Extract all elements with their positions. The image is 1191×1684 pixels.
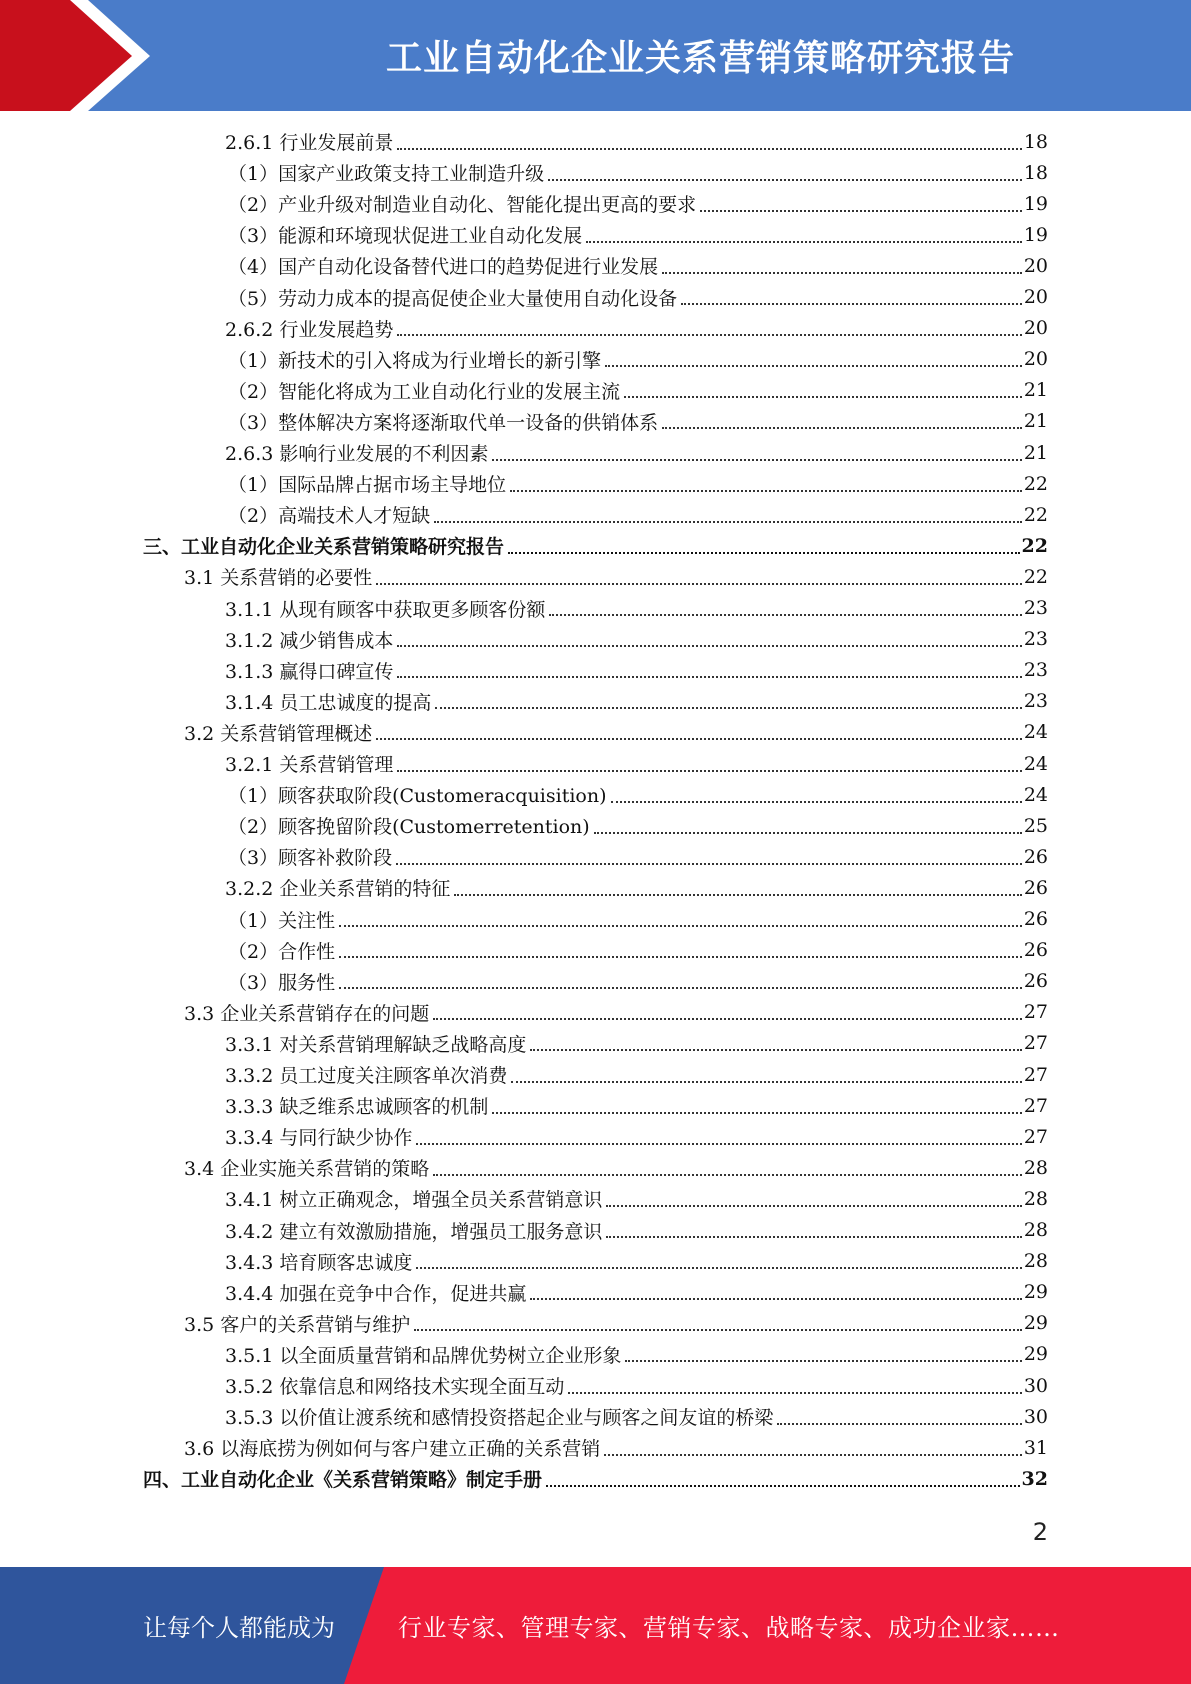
toc-entry-page: 28 <box>1023 1250 1048 1273</box>
toc-entry-label: （2）顾客挽留阶段(Customerretention) <box>228 816 590 839</box>
toc-entry-page: 22 <box>1023 503 1048 526</box>
toc-entry-page: 26 <box>1023 939 1048 962</box>
toc-entry[interactable] <box>228 375 1048 406</box>
toc-leader-dots <box>434 521 1022 523</box>
toc-entry[interactable] <box>228 904 1048 935</box>
toc-entry-page: 21 <box>1023 379 1048 402</box>
toc-entry-label: 3.1.4 员工忠诚度的提高 <box>225 691 432 714</box>
toc-entry-page: 24 <box>1023 783 1048 806</box>
toc-entry[interactable] <box>225 126 1048 157</box>
toc-entry[interactable] <box>225 437 1048 468</box>
toc-entry[interactable] <box>225 1183 1048 1214</box>
toc-entry-label: （3）服务性 <box>228 971 336 994</box>
toc-entry[interactable] <box>225 1215 1048 1246</box>
toc-entry-label: （2）产业升级对制造业自动化、智能化提出更高的要求 <box>228 194 697 217</box>
toc-leader-dots <box>546 1485 1020 1487</box>
toc-entry-page: 27 <box>1023 1032 1048 1055</box>
toc-entry[interactable] <box>225 1339 1048 1370</box>
toc-entry-page: 18 <box>1023 161 1048 184</box>
toc-entry-page: 22 <box>1021 534 1048 557</box>
toc-entry-page: 23 <box>1023 659 1048 682</box>
toc-leader-dots <box>625 1360 1021 1362</box>
toc-leader-dots <box>433 1018 1022 1020</box>
toc-leader-dots <box>396 863 1022 865</box>
toc-entry-page: 26 <box>1023 908 1048 930</box>
page-number: 2 <box>1032 1518 1048 1546</box>
toc-entry[interactable] <box>225 1277 1048 1308</box>
toc-entry[interactable] <box>184 1152 1048 1183</box>
toc-entry[interactable] <box>228 966 1048 997</box>
toc-entry[interactable] <box>228 282 1048 313</box>
toc-entry[interactable] <box>228 841 1048 872</box>
toc-entry[interactable] <box>225 686 1048 717</box>
toc-entry-page: 26 <box>1023 845 1048 868</box>
toc-entry-page: 20 <box>1023 254 1048 277</box>
toc-entry-page: 28 <box>1023 1219 1048 1241</box>
toc-entry-label: 3.4.4 加强在竞争中合作，促进共赢 <box>225 1282 527 1305</box>
toc-entry-page: 23 <box>1023 690 1048 713</box>
toc-leader-dots <box>397 676 1021 678</box>
toc-entry-label: 3.2.1 关系营销管理 <box>225 754 394 776</box>
toc-entry-label: （1）关注性 <box>228 909 336 932</box>
toc-leader-dots <box>397 770 1021 772</box>
toc-entry-page: 27 <box>1023 1001 1048 1024</box>
toc-entry[interactable] <box>225 1121 1048 1152</box>
toc-entry-label: （2）合作性 <box>228 940 336 963</box>
toc-leader-dots <box>416 1143 1021 1145</box>
toc-leader-dots <box>492 459 1021 461</box>
toc-leader-dots <box>376 583 1022 585</box>
toc-leader-dots <box>492 1112 1021 1114</box>
toc-entry-label: 3.2.2 企业关系营销的特征 <box>225 878 451 901</box>
toc-entry-label: 3.3 企业关系营销存在的问题 <box>184 1002 430 1025</box>
page-header <box>0 0 1191 111</box>
toc-entry-label: 3.4.2 建立有效激励措施，增强员工服务意识 <box>225 1220 603 1243</box>
toc-leader-dots <box>339 925 1022 927</box>
toc-entry-page: 29 <box>1023 1312 1048 1335</box>
toc-entry-page: 26 <box>1023 970 1048 993</box>
toc-leader-dots <box>700 210 1022 212</box>
toc-entry-label: 3.1 关系营销的必要性 <box>184 567 373 590</box>
toc-leader-dots <box>586 241 1022 243</box>
toc-entry-page: 29 <box>1023 1281 1048 1304</box>
toc-entry-page: 21 <box>1023 441 1048 464</box>
toc-entry-page: 25 <box>1023 814 1048 837</box>
toc-entry-page: 27 <box>1023 1094 1048 1117</box>
header-title: 工业自动化企业关系营销策略研究报告 <box>385 38 1015 79</box>
toc-leader-dots <box>397 148 1021 150</box>
toc-entry-label: 三、工业自动化企业关系营销策略研究报告 <box>143 536 505 559</box>
toc-entry-label: （1）顾客获取阶段(Customeracquisition) <box>228 785 607 808</box>
toc-entry-label: 3.5 客户的关系营销与维护 <box>184 1313 411 1336</box>
toc-entry-label: 四、工业自动化企业《关系营销策略》制定手册 <box>143 1469 543 1492</box>
toc-leader-dots <box>511 1081 1021 1083</box>
page-footer <box>0 1567 1191 1684</box>
toc-leader-dots <box>606 1205 1021 1207</box>
toc-entry-page: 22 <box>1023 565 1048 588</box>
toc-entry[interactable] <box>225 1059 1048 1090</box>
toc-entry-page: 30 <box>1023 1374 1048 1397</box>
toc-entry[interactable] <box>184 1432 1048 1463</box>
toc-entry[interactable] <box>225 748 1048 779</box>
toc-leader-dots <box>397 645 1021 647</box>
toc-leader-dots <box>339 987 1022 989</box>
toc-leader-dots <box>662 272 1022 274</box>
toc-entry-label: 2.6.2 行业发展趋势 <box>225 318 394 341</box>
toc-entry[interactable] <box>225 1090 1048 1121</box>
toc-leader-dots <box>777 1423 1021 1425</box>
toc-entry-label: 3.1.3 赢得口碑宣传 <box>225 660 394 683</box>
toc-entry[interactable] <box>225 1401 1048 1432</box>
toc-entry[interactable] <box>225 655 1048 686</box>
toc-leader-dots <box>611 801 1022 803</box>
toc-leader-dots <box>606 1236 1021 1238</box>
toc-entry-label: （1）国家产业政策支持工业制造升级 <box>228 163 545 186</box>
toc-entry-label: 3.3.2 员工过度关注顾客单次消费 <box>225 1065 508 1087</box>
toc-entry-page: 21 <box>1023 410 1048 433</box>
toc-entry[interactable] <box>228 406 1048 437</box>
toc-entry-label: （1）国际品牌占据市场主导地位 <box>228 474 507 497</box>
toc-entry-label: 3.3.4 与同行缺少协作 <box>225 1127 413 1150</box>
toc-entry-label: 3.4.3 培育顾客忠诚度 <box>225 1251 413 1274</box>
toc-entry-page: 28 <box>1023 1156 1048 1179</box>
toc-entry-label: 3.5.3 以价值让渡系统和感情投资搭起企业与顾客之间友谊的桥梁 <box>225 1407 774 1430</box>
toc-entry-page: 20 <box>1023 286 1048 308</box>
toc-entry[interactable] <box>228 157 1048 188</box>
toc-leader-dots <box>510 490 1022 492</box>
toc-entry-label: 2.6.1 行业发展前景 <box>225 132 394 154</box>
toc-entry[interactable] <box>225 1370 1048 1401</box>
toc-entry-label: 3.5.2 依靠信息和网络技术实现全面互动 <box>225 1376 565 1398</box>
toc-entry[interactable] <box>225 1028 1048 1059</box>
toc-entry-label: 3.5.1 以全面质量营销和品牌优势树立企业形象 <box>225 1344 622 1367</box>
toc-entry[interactable] <box>225 624 1048 655</box>
footer-slogan-right: 行业专家、管理专家、营销专家、战略专家、成功企业家…… <box>398 1614 1060 1642</box>
toc-entry-label: （1）新技术的引入将成为行业增长的新引擎 <box>228 349 602 372</box>
toc-entry-page: 24 <box>1023 752 1048 775</box>
toc-leader-dots <box>604 1454 1022 1456</box>
toc-entry-label: （3）整体解决方案将逐渐取代单一设备的供销体系 <box>228 411 659 434</box>
toc-entry-label: 3.3.3 缺乏维系忠诚顾客的机制 <box>225 1096 489 1119</box>
toc-entry[interactable] <box>228 810 1048 841</box>
toc-entry-page: 19 <box>1023 192 1048 215</box>
toc-entry[interactable] <box>228 468 1048 499</box>
toc-entry-label: （2）高端技术人才短缺 <box>228 505 431 528</box>
toc-entry-page: 26 <box>1023 876 1048 899</box>
toc-entry-page: 23 <box>1023 597 1048 619</box>
toc-entry-label: （3）顾客补救阶段 <box>228 847 393 870</box>
toc-leader-dots <box>568 1392 1021 1394</box>
toc-leader-dots <box>549 614 1021 616</box>
toc-entry-label: 3.4 企业实施关系营销的策略 <box>184 1158 430 1181</box>
toc-entry-label: （5）劳动力成本的提高促使企业大量使用自动化设备 <box>228 287 678 310</box>
toc-entry-label: 3.1.2 减少销售成本 <box>225 629 394 652</box>
toc-entry-page: 28 <box>1023 1187 1048 1210</box>
toc-entry-label: 3.6 以海底捞为例如何与客户建立正确的关系营销 <box>184 1438 601 1461</box>
toc-entry[interactable] <box>225 313 1048 344</box>
toc-entry[interactable] <box>228 250 1048 281</box>
toc-leader-dots <box>508 552 1020 554</box>
toc-entry-page: 27 <box>1023 1063 1048 1086</box>
toc-entry-page: 30 <box>1023 1405 1048 1428</box>
toc-entry-page: 24 <box>1023 721 1048 744</box>
toc-leader-dots <box>530 1298 1021 1300</box>
toc-entry-page: 22 <box>1023 472 1048 495</box>
toc-leader-dots <box>548 179 1022 181</box>
toc-entry-page: 20 <box>1023 317 1048 340</box>
toc-entry[interactable] <box>228 188 1048 219</box>
toc-leader-dots <box>397 334 1021 336</box>
toc-leader-dots <box>605 365 1022 367</box>
footer-slogan-left: 让每个人都能成为 <box>143 1614 335 1642</box>
toc-entry-page: 23 <box>1023 628 1048 651</box>
toc-entry-label: 2.6.3 影响行业发展的不利因素 <box>225 443 489 465</box>
toc-leader-dots <box>339 956 1022 958</box>
toc-entry-page: 32 <box>1021 1467 1048 1490</box>
toc-leader-dots <box>433 1174 1022 1176</box>
toc-entry-label: 3.2 关系营销管理概述 <box>184 722 373 745</box>
toc-leader-dots <box>435 707 1021 709</box>
toc-entry[interactable] <box>225 872 1048 903</box>
toc-leader-dots <box>662 427 1022 429</box>
toc-entry[interactable] <box>228 779 1048 810</box>
toc-entry-page: 27 <box>1023 1125 1048 1148</box>
toc-entry-label: （4）国产自动化设备替代进口的趋势促进行业发展 <box>228 256 659 279</box>
toc-entry-label: 3.1.1 从现有顾客中获取更多顾客份额 <box>225 598 546 621</box>
toc-entry[interactable] <box>184 561 1048 592</box>
toc-entry[interactable] <box>228 499 1048 530</box>
toc-entry-page: 19 <box>1023 223 1048 246</box>
toc-entry-label: （2）智能化将成为工业自动化行业的发展主流 <box>228 380 621 403</box>
toc-entry-page: 18 <box>1023 130 1048 153</box>
toc-entry[interactable] <box>143 1463 1048 1494</box>
toc-entry-page: 20 <box>1023 348 1048 371</box>
toc-entry-page: 29 <box>1023 1343 1048 1366</box>
toc-entry[interactable] <box>184 997 1048 1028</box>
toc-leader-dots <box>681 303 1022 305</box>
toc-entry[interactable] <box>228 344 1048 375</box>
toc-leader-dots <box>454 894 1021 896</box>
toc-leader-dots <box>416 1267 1021 1269</box>
toc-entry[interactable] <box>184 717 1048 748</box>
toc-entry[interactable] <box>225 593 1048 624</box>
toc-entry[interactable] <box>228 219 1048 250</box>
toc-leader-dots <box>624 396 1022 398</box>
toc-entry[interactable] <box>184 1308 1048 1339</box>
toc-entry-page: 31 <box>1023 1436 1048 1459</box>
toc-leader-dots <box>530 1049 1021 1051</box>
toc-entry[interactable] <box>228 935 1048 966</box>
toc-entry[interactable] <box>143 530 1048 561</box>
toc-entry-label: 3.3.1 对关系营销理解缺乏战略高度 <box>225 1033 527 1056</box>
toc-leader-dots <box>376 738 1022 740</box>
toc-entry-label: （3）能源和环境现状促进工业自动化发展 <box>228 225 583 248</box>
toc-leader-dots <box>414 1329 1022 1331</box>
toc-entry-label: 3.4.1 树立正确观念，增强全员关系营销意识 <box>225 1189 603 1212</box>
toc-entry[interactable] <box>225 1246 1048 1277</box>
toc-leader-dots <box>594 832 1022 834</box>
